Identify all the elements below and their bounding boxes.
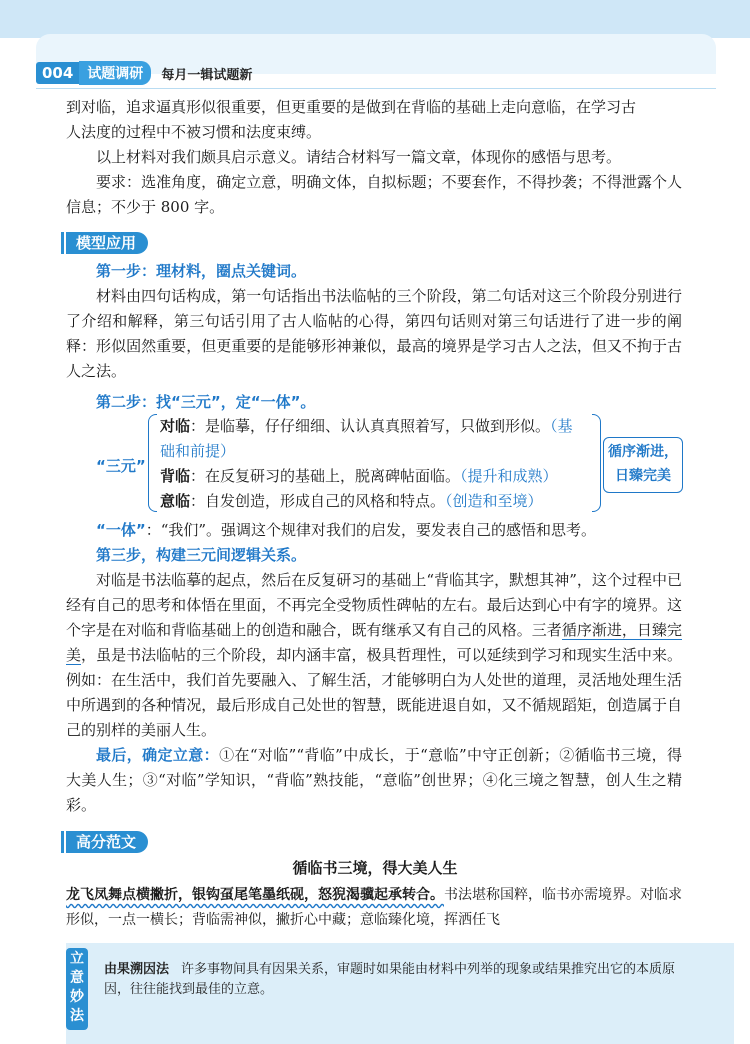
row-beilin-text: ：在反复研习的基础上，脱离碑帖面临。: [190, 467, 461, 485]
essay-body: [66, 883, 682, 933]
tip-label: 立意妙法: [66, 948, 88, 1030]
result-line-2: 日臻完美: [615, 468, 671, 484]
row-duilin-cont: [160, 439, 235, 464]
yiti-label: “一体”: [96, 521, 146, 539]
row-yilin-note: （创造和至境）: [445, 492, 543, 510]
row-yilin-text: ：自发创造，形成自己的风格和特点。: [190, 492, 446, 510]
step3-body-a: 对临是书法临摹的起点，然后在反复研习的基础上“背临其字，默想其神”，这个过程中已经有自己的思考和体悟在里面，不再完全受物质性碑帖的左右。最后达到心中有字的境界。这个字是在对临和背临基础上的创造和融合，既有继承又有自己的风格。三者: [66, 571, 682, 639]
essay-rest: 书法堪称国粹，临书亦需境界。对临求形似，一点一横长；背临需神似，撇折心中藏；意临臻化境，挥洒任飞: [66, 887, 682, 928]
final-body: ①在“对临”“背临”中成长，于“意临”中守正创新；②循临书三境，得大美人生；③“对临”学知识，“背临”熟技能，“意临”创世界；④化三境之智慧，创人生之精彩。: [66, 746, 682, 814]
step2-title-wrap: [66, 390, 682, 415]
tip-heading: 由果溯因法: [104, 962, 170, 977]
final-para: [66, 743, 682, 818]
step1-block: [66, 259, 682, 384]
yiti-line: [66, 518, 682, 543]
step3-body-underlined: 循序渐进，日臻完美: [66, 621, 682, 664]
intro-line-2: 人法度的过程中不被习惯和法度束缚。: [66, 123, 322, 141]
header-divider: [36, 88, 716, 89]
page-title: 每月一辑试题新: [161, 67, 253, 83]
row-beilin-note: （提升和成熟）: [460, 467, 558, 485]
row-beilin-head: 背临: [160, 467, 191, 485]
intro-para-3: 要求：选准角度，确定立意，明确文体，自拟标题；不要套作，不得抄袭；不得泄露个人信息；不少于 800 字。: [66, 173, 682, 216]
essay-wavy-line: 龙飞凤舞点横撇折，银钩虿尾笔墨纸砚，怒猊渴骥起承转合。: [66, 887, 444, 903]
row-duilin-text: ：是临摹，仔仔细细、认认真真照着写，只做到形似。: [190, 417, 551, 435]
final-title: 最后，确定立意：: [96, 746, 220, 764]
step3-title: 第三步，构建三元间逻辑关系。: [96, 546, 307, 564]
intro-text: [66, 95, 682, 220]
intro-para-2: 以上材料对我们颇具启示意义。请结合材料写一篇文章，体现你的感悟与思考。: [96, 148, 622, 166]
row-duilin-head: 对临: [160, 417, 191, 435]
row-beilin: [160, 464, 558, 489]
step3-body: [66, 568, 682, 743]
sanyuan-label: “三元”: [96, 457, 146, 475]
result-line-1: 循序渐进，: [608, 444, 678, 460]
step3-block: [66, 518, 682, 818]
row-duilin: [160, 414, 573, 439]
page-number: 004: [36, 62, 79, 84]
step1-body: 材料由四句话构成，第一句话指出书法临帖的三个阶段，第二句话对这三个阶段分别进行了介绍和解释，第三句话引用了古人临帖的心得，第四句话则对第三句话进行了进一步的阐释：形似固然重要，但更重要的是能够形神兼似，最高的境界是学习古人之法，但又不拘于古人之法。: [66, 287, 682, 380]
row-duilin-note: （基: [550, 417, 573, 435]
essay-title: 循临书三境，得大美人生: [292, 859, 458, 877]
step3-body-b: ，虽是书法临帖的三个阶段，却内涵丰富，极具哲理性，可以延续到学习和现实生活中来。例如：在生活中，我们首先要融入、了解生活，才能够明白为人处世的道理，灵活地处理生活中所遇到的各种情况，最后形成自己处世的智慧，既能进退自如，又不循规蹈矩，创造属于自己的别样的美丽人生。: [66, 646, 682, 739]
section-badge: 试题调研: [79, 61, 151, 85]
top-band: [0, 0, 750, 38]
left-brace: [148, 414, 157, 512]
yiti-text: ：“我们”。强调这个规律对我们的启发，要发表自己的感悟和思考。: [145, 521, 597, 539]
step1-title: 第一步：理材料，圈点关键词。: [96, 262, 307, 280]
result-box: [603, 437, 683, 493]
intro-line-1: 到对临，追求逼真形似很重要，但更重要的是做到在背临的基础上走向意临，在学习古: [66, 98, 637, 116]
model-section-badge: 模型应用: [66, 232, 148, 254]
row-yilin: [160, 489, 543, 514]
row-duilin-note-cont: 础和前提）: [160, 442, 236, 460]
tip-text-block: [104, 960, 684, 1000]
right-brace: [592, 414, 601, 512]
tip-text: 许多事物间具有因果关系，审题时如果能由材料中列举的现象或结果推究出它的本质原因，往往能找到最佳的立意。: [104, 962, 676, 997]
page-header: [36, 60, 252, 86]
step2-title: 第二步：找“三元”，定“一体”。: [96, 393, 316, 411]
row-yilin-head: 意临: [160, 492, 191, 510]
essay-section-badge: 高分范文: [66, 831, 148, 853]
